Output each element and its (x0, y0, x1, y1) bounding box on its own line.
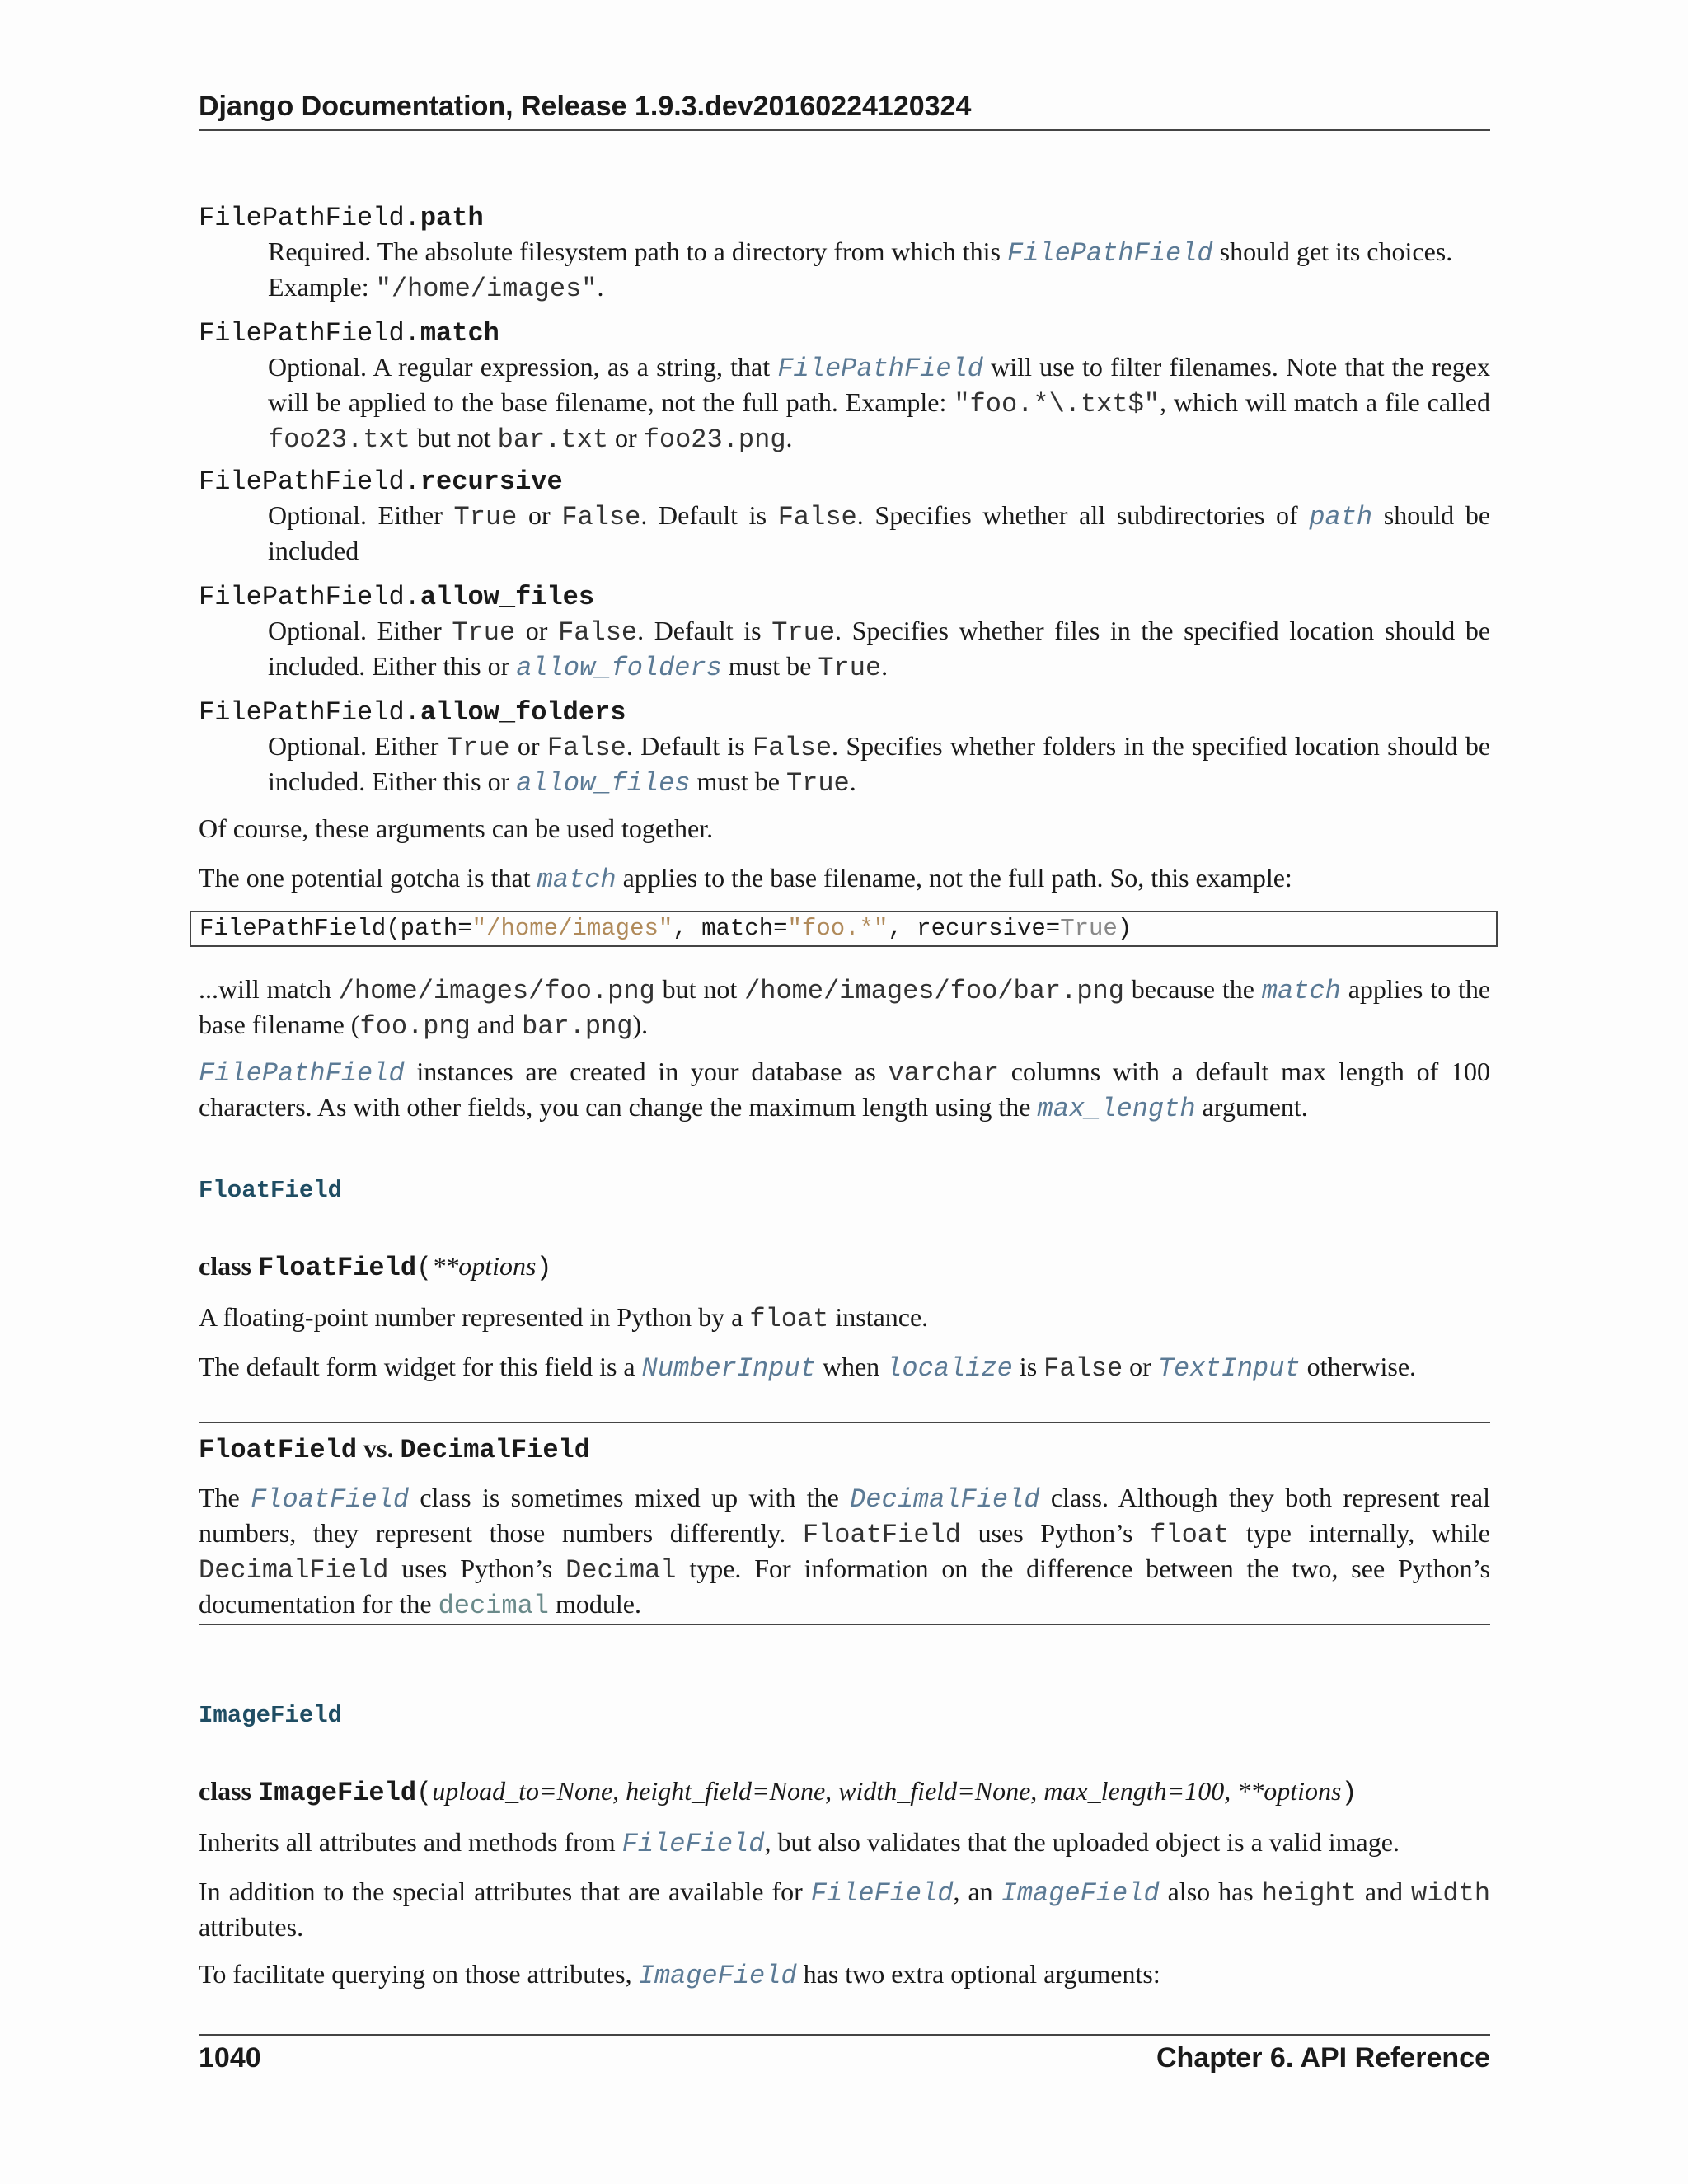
attr-allow-folders-name: FilePathField.allow_folders (199, 697, 626, 728)
attr-allow-files-name: FilePathField.allow_files (199, 582, 595, 612)
para-together: Of course, these arguments can be used together. (199, 813, 714, 843)
link-filepathfield[interactable]: FilePathField (777, 354, 983, 384)
link-filefield[interactable]: FileField (621, 1829, 765, 1859)
topic-title: FloatField vs. DecimalField (199, 1433, 590, 1465)
link-match[interactable]: match (1261, 976, 1341, 1006)
topic-rule-bottom (199, 1624, 1490, 1625)
para-imagefield-inherits: Inherits all attributes and methods from FileField, but also validates that the uploaded object is a valid image. (199, 1827, 1400, 1859)
link-filefield[interactable]: FileField (810, 1878, 954, 1909)
attr-match-desc: Optional. A regular expression, as a string, that FilePathField will use to filter filenames. Note that the regex will be applied to the base filename, not the full path. Example: "foo.*\.txt$", which will match a file called foo23.txt but not bar.txt or foo23.png. (268, 352, 1491, 455)
running-header: Django Documentation, Release 1.9.3.dev20160224120324 (199, 91, 972, 122)
link-allow-files[interactable]: allow_files (516, 768, 691, 799)
para-will-match: ...will match /home/images/foo.png but not /home/images/foo/bar.png because the match applies to the base filename (foo.png and bar.png). (199, 974, 1491, 1042)
header-rule (199, 129, 1490, 131)
topic-rule-top (199, 1422, 1490, 1423)
para-floatfield-widget: The default form widget for this field is a NumberInput when localize is False or TextInput otherwise. (199, 1352, 1417, 1384)
para-imagefield-attrs: In addition to the special attributes that are available for FileField, an ImageField also has height and width attributes. (199, 1877, 1491, 1942)
page-number: 1040 (199, 2042, 261, 2074)
document-page (199, 0, 1490, 2184)
footer-rule (199, 2034, 1490, 2036)
link-imagefield[interactable]: ImageField (638, 1961, 797, 1991)
attr-allow-files-desc: Optional. Either True or False. Default is True. Specifies whether files in the specified location should be included. Either this or allow_folders must be True. (268, 616, 1491, 683)
class-signature-floatfield: class FloatField(**options) (199, 1251, 552, 1283)
attr-allow-files (199, 581, 1490, 685)
link-numberinput[interactable]: NumberInput (641, 1353, 816, 1384)
link-localize[interactable]: localize (886, 1353, 1013, 1384)
attr-allow-folders-desc: Optional. Either True or False. Default is False. Specifies whether folders in the specified location should be included. Either this or allow_files must be True. (268, 731, 1491, 799)
attr-path-desc: Required. The absolute filesystem path to a directory from which this FilePathField should get its choices. Example: "/home/images". (268, 237, 1453, 304)
section-heading-floatfield[interactable]: FloatField (199, 1177, 343, 1204)
attr-recursive-desc: Optional. Either True or False. Default is False. Specifies whether all subdirectories of path should be included (268, 500, 1491, 565)
para-gotcha: The one potential gotcha is that match applies to the base filename, not the full path. So, this example: (199, 863, 1292, 895)
link-match[interactable]: match (537, 865, 617, 895)
link-path[interactable]: path (1309, 502, 1373, 532)
attr-path (199, 202, 1490, 306)
topic-body: The FloatField class is sometimes mixed up with the DecimalField class. Although they both represent real numbers, they represent those numbers differently. FloatField uses Python’s float type internally, while DecimalField uses Python’s Decimal type. For information on the difference between the two, see Python’s documentation for the decimal module. (199, 1483, 1491, 1621)
code-example: FilePathField(path="/home/images", match="foo.*", recursive=True) (190, 911, 1498, 947)
link-decimalfield[interactable]: DecimalField (850, 1484, 1040, 1515)
link-imagefield[interactable]: ImageField (1001, 1878, 1160, 1909)
link-allow-folders[interactable]: allow_folders (516, 653, 722, 683)
link-max-length[interactable]: max_length (1037, 1094, 1196, 1124)
attr-match-name: FilePathField.match (199, 318, 499, 349)
section-heading-imagefield[interactable]: ImageField (199, 1702, 343, 1729)
class-signature-imagefield: class ImageField(upload_to=None, height_field=None, width_field=None, max_length=100, **options) (199, 1776, 1357, 1808)
attr-recursive-name: FilePathField.recursive (199, 466, 563, 497)
link-filepathfield[interactable]: FilePathField (1006, 238, 1213, 269)
para-imagefield-querying: To facilitate querying on those attributes, ImageField has two extra optional arguments: (199, 1959, 1160, 1991)
link-decimal-module[interactable]: decimal (438, 1591, 549, 1621)
link-textinput[interactable]: TextInput (1157, 1353, 1301, 1384)
attr-allow-folders (199, 696, 1490, 800)
para-varchar: FilePathField instances are created in your database as varchar columns with a default max length of 100 characters. As with other fields, you can change the maximum length using the max_length argument. (199, 1057, 1490, 1124)
chapter-title: Chapter 6. API Reference (1156, 2042, 1490, 2074)
attr-path-name: FilePathField.path (199, 203, 484, 233)
attr-recursive (199, 466, 1490, 567)
link-filepathfield[interactable]: FilePathField (199, 1058, 405, 1089)
attr-match (199, 317, 1490, 457)
para-floatfield-desc: A floating-point number represented in Python by a float instance. (199, 1302, 929, 1334)
link-floatfield[interactable]: FloatField (251, 1484, 410, 1515)
